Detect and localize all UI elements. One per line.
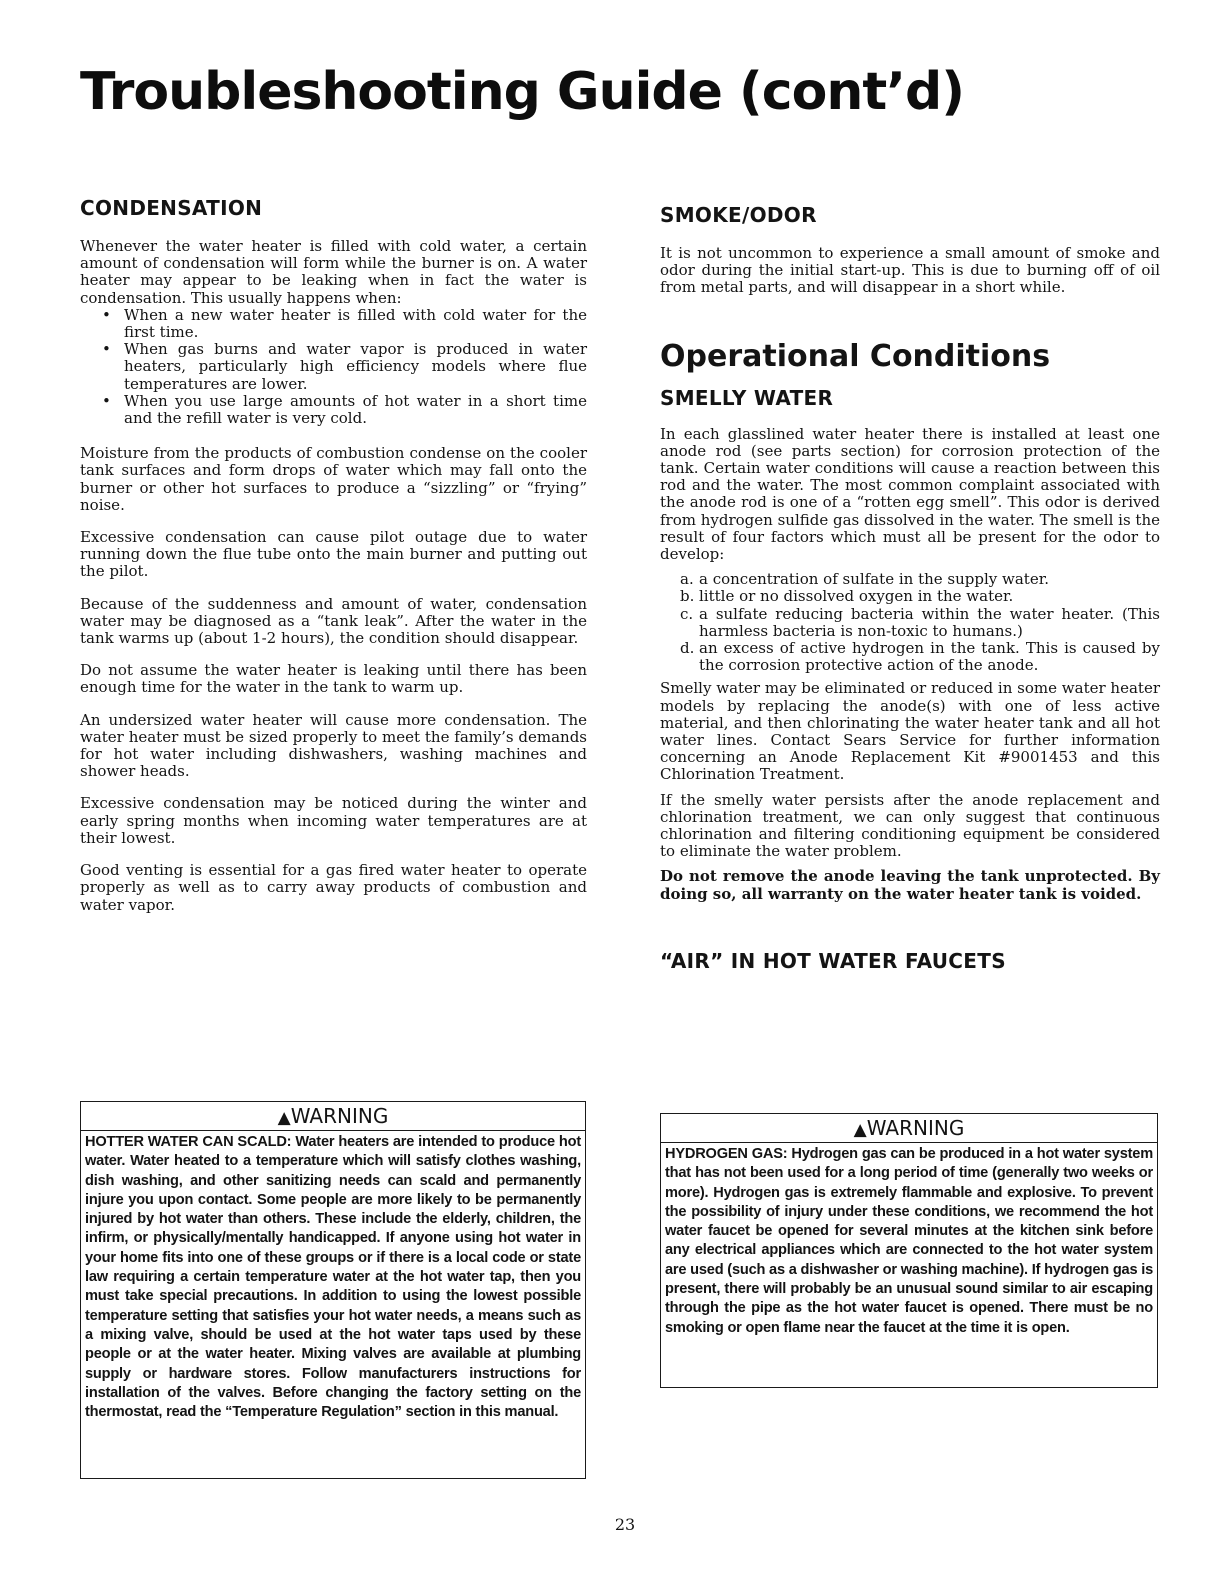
smelly-water-factors <box>660 571 1160 674</box>
warning-title <box>81 1104 585 1131</box>
page-number: 23 <box>614 1515 636 1534</box>
smelly-water-paragraph: If the smelly water persists after the anode replacement and chlorination treatment, we can only suggest that continuous chlorination and filtering conditioning equipment be considered to eliminate the water problem. <box>660 790 1160 861</box>
list-item <box>660 606 1160 640</box>
condensation-intro: Whenever the water heater is filled with cold water, a certain amount of condensation will form while the burner is on. A water heater may appear to be leaking when in fact the water is condensation. This usually happens when: <box>80 237 587 307</box>
condensation-paragraph: Because of the suddenness and amount of water, condensation water may be diagnosed as a “tank leak”. After the water in the tank warms up (about 1-2 hours), the condition should disappear. <box>80 594 587 648</box>
warning-label: WARNING <box>866 1116 965 1140</box>
list-item <box>660 640 1160 674</box>
smoke-odor-text: It is not uncommon to experience a small amount of smoke and odor during the initial start-up. This is due to burning off of oil from metal parts, and will disappear in a short while. <box>660 244 1160 297</box>
smelly-water-heading: SMELLY WATER <box>660 385 834 410</box>
condensation-paragraph: Good venting is essential for a gas fired water heater to operate properly as well as to carry away products of combustion and water vapor. <box>80 861 587 914</box>
list-item-text: an excess of active hydrogen in the tank. This is caused by the corrosion protective action of the anode. <box>699 639 1160 675</box>
condensation-paragraph: Excessive condensation can cause pilot outage due to water running down the flue tube onto the main burner and putting out the pilot. <box>80 528 587 581</box>
list-item-text: a sulfate reducing bacteria within the water heater. (This harmless bacteria is non-toxic to humans.) <box>699 604 1160 640</box>
list-item-text: a concentration of sulfate in the supply water. <box>699 570 1049 589</box>
list-item: • When a new water heater is filled with cold water for the first time. <box>80 307 587 341</box>
list-item: • When you use large amounts of hot water in a short time and the refill water is very cold. <box>80 393 587 427</box>
warning-title <box>661 1116 1157 1143</box>
list-marker: b. <box>680 587 695 606</box>
condensation-heading: CONDENSATION <box>80 196 263 220</box>
anode-warning-note: Do not remove the anode leaving the tank unprotected. By doing so, all warranty on the water heater tank is voided. <box>660 867 1160 903</box>
list-marker: a. <box>680 570 694 589</box>
list-marker: c. <box>680 604 694 623</box>
condensation-paragraph: Do not assume the water heater is leaking until there has been enough time for the water in the tank to warm up. <box>80 661 587 697</box>
warning-triangle-icon: ▲ <box>853 1120 867 1140</box>
smelly-water-paragraph: Smelly water may be eliminated or reduced in some water heater models by replacing the anode(s) with one of less active material, and then chlorinating the water heater tank and all hot water lines. Contact Sears Service for further information concerning an Anode Replacement Kit #9001453 and this Chlorination Treatment. <box>660 679 1160 784</box>
condensation-bullets <box>80 307 587 427</box>
condensation-paragraph: An undersized water heater will cause more condensation. The water heater must be sized properly to meet the family’s demands for hot water including dishwashers, washing machines and shower heads. <box>80 710 587 781</box>
smoke-odor-heading: SMOKE/ODOR <box>660 203 817 227</box>
warning-label: WARNING <box>290 1104 389 1128</box>
hot-water-warning-box <box>80 1101 586 1479</box>
list-marker: d. <box>680 639 695 658</box>
page-title: Troubleshooting Guide (cont’d) <box>80 62 964 122</box>
list-item <box>660 588 1160 605</box>
operational-conditions-heading: Operational Conditions <box>660 338 1051 374</box>
list-item <box>660 571 1160 588</box>
air-in-faucets-heading: “AIR” IN HOT WATER FAUCETS <box>660 948 1006 973</box>
smelly-water-intro: In each glasslined water heater there is installed at least one anode rod (see parts section) for corrosion protection of the tank. Certain water conditions will cause a reaction between this rod and the water. The most common complaint associated with the anode rod is one of a “rotten egg smell”. This odor is derived from hydrogen sulfide gas dissolved in the water. The smell is the result of four factors which must all be present for the odor to develop: <box>660 424 1160 564</box>
right-column <box>660 203 1160 991</box>
hydrogen-gas-warning-text: HYDROGEN GAS: Hydrogen gas can be produced in a hot water system that has not been used for a long period of time (generally two weeks or more). Hydrogen gas is extremely flammable and explosive. To prevent the possibility of injury under these conditions, we recommend the hot water faucet be opened for several minutes at the kitchen sink before any electrical appliances which are connected to the hot water system are used (such as a dishwasher or washing machine). If hydrogen gas is present, there will probably be an unusual sound similar to air escaping through the pipe as the hot water faucet is opened. There must be no smoking or open flame near the faucet at the time it is open. <box>665 1146 1154 1336</box>
left-column <box>80 196 587 929</box>
list-item: • When gas burns and water vapor is produced in water heaters, particularly high efficiency models where flue temperatures are lower. <box>80 341 587 393</box>
list-item-text: little or no dissolved oxygen in the water. <box>699 587 1014 606</box>
warning-triangle-icon: ▲ <box>277 1108 291 1128</box>
hot-water-warning-text: HOTTER WATER CAN SCALD: Water heaters are intended to produce hot water. Water heated to a temperature which will satisfy clothes washing, dish washing, and other sanitizing needs can scald and permanently injure you upon contact. Some people are more likely to be permanently injured by hot water than others. These include the elderly, children, the infirm, or physically/mentally handicapped. If anyone using hot water in your home fits into one of these groups or if there is a local code or state law requiring a certain temperature water at the hot water tap, then you must take special precautions. In addition to using the lowest possible temperature setting that satisfies your hot water needs, a means such as a mixing valve, should be used at the hot water taps used by these people or at the water heater. Mixing valves are available at plumbing supply or hardware stores. Follow manufacturers instructions for installation of the valves. Before changing the factory setting on the thermostat, read the “Temperature Regulation” section in this manual. <box>85 1134 581 1421</box>
hydrogen-gas-warning-box <box>660 1113 1158 1388</box>
condensation-paragraph: Moisture from the products of combustion condense on the cooler tank surfaces and form drops of water which may fall onto the burner or other hot surfaces to produce a “sizzling” or “frying” noise. <box>80 444 587 514</box>
condensation-paragraph: Excessive condensation may be noticed during the winter and early spring months when incoming water temperatures are at their lowest. <box>80 794 587 847</box>
